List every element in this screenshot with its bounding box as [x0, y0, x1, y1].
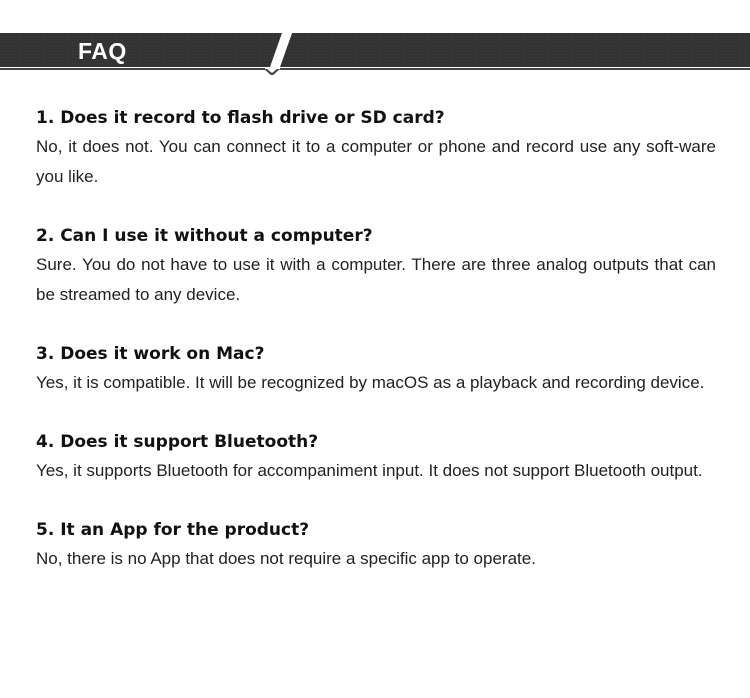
faq-answer: Yes, it supports Bluetooth for accompaniment input. It does not support Bluetooth output. [36, 461, 703, 480]
faq-question: 5. It an App for the product? [36, 520, 310, 540]
faq-answer: No, there is no App that does not require a specific app to operate. [36, 549, 536, 568]
faq-answer: Yes, it is compatible. It will be recognized by macOS as a playback and recording device. [36, 373, 705, 392]
faq-answer: No, it does not. You can connect it to a computer or phone and record use any soft-ware you like. [36, 137, 716, 186]
faq-answer: Sure. You do not have to use it with a computer. There are three analog outputs that can be streamed to any device. [36, 255, 716, 304]
faq-question: 4. Does it support Bluetooth? [36, 432, 319, 452]
faq-list [36, 104, 716, 604]
faq-banner [0, 33, 750, 75]
faq-question: 2. Can I use it without a computer? [36, 226, 373, 246]
faq-item [36, 222, 716, 310]
faq-item [36, 516, 716, 574]
faq-item [36, 104, 716, 192]
faq-item [36, 340, 716, 398]
faq-item [36, 428, 716, 486]
faq-question: 3. Does it work on Mac? [36, 344, 265, 364]
faq-question: 1. Does it record to flash drive or SD card? [36, 108, 445, 128]
page-title: FAQ [78, 38, 127, 64]
